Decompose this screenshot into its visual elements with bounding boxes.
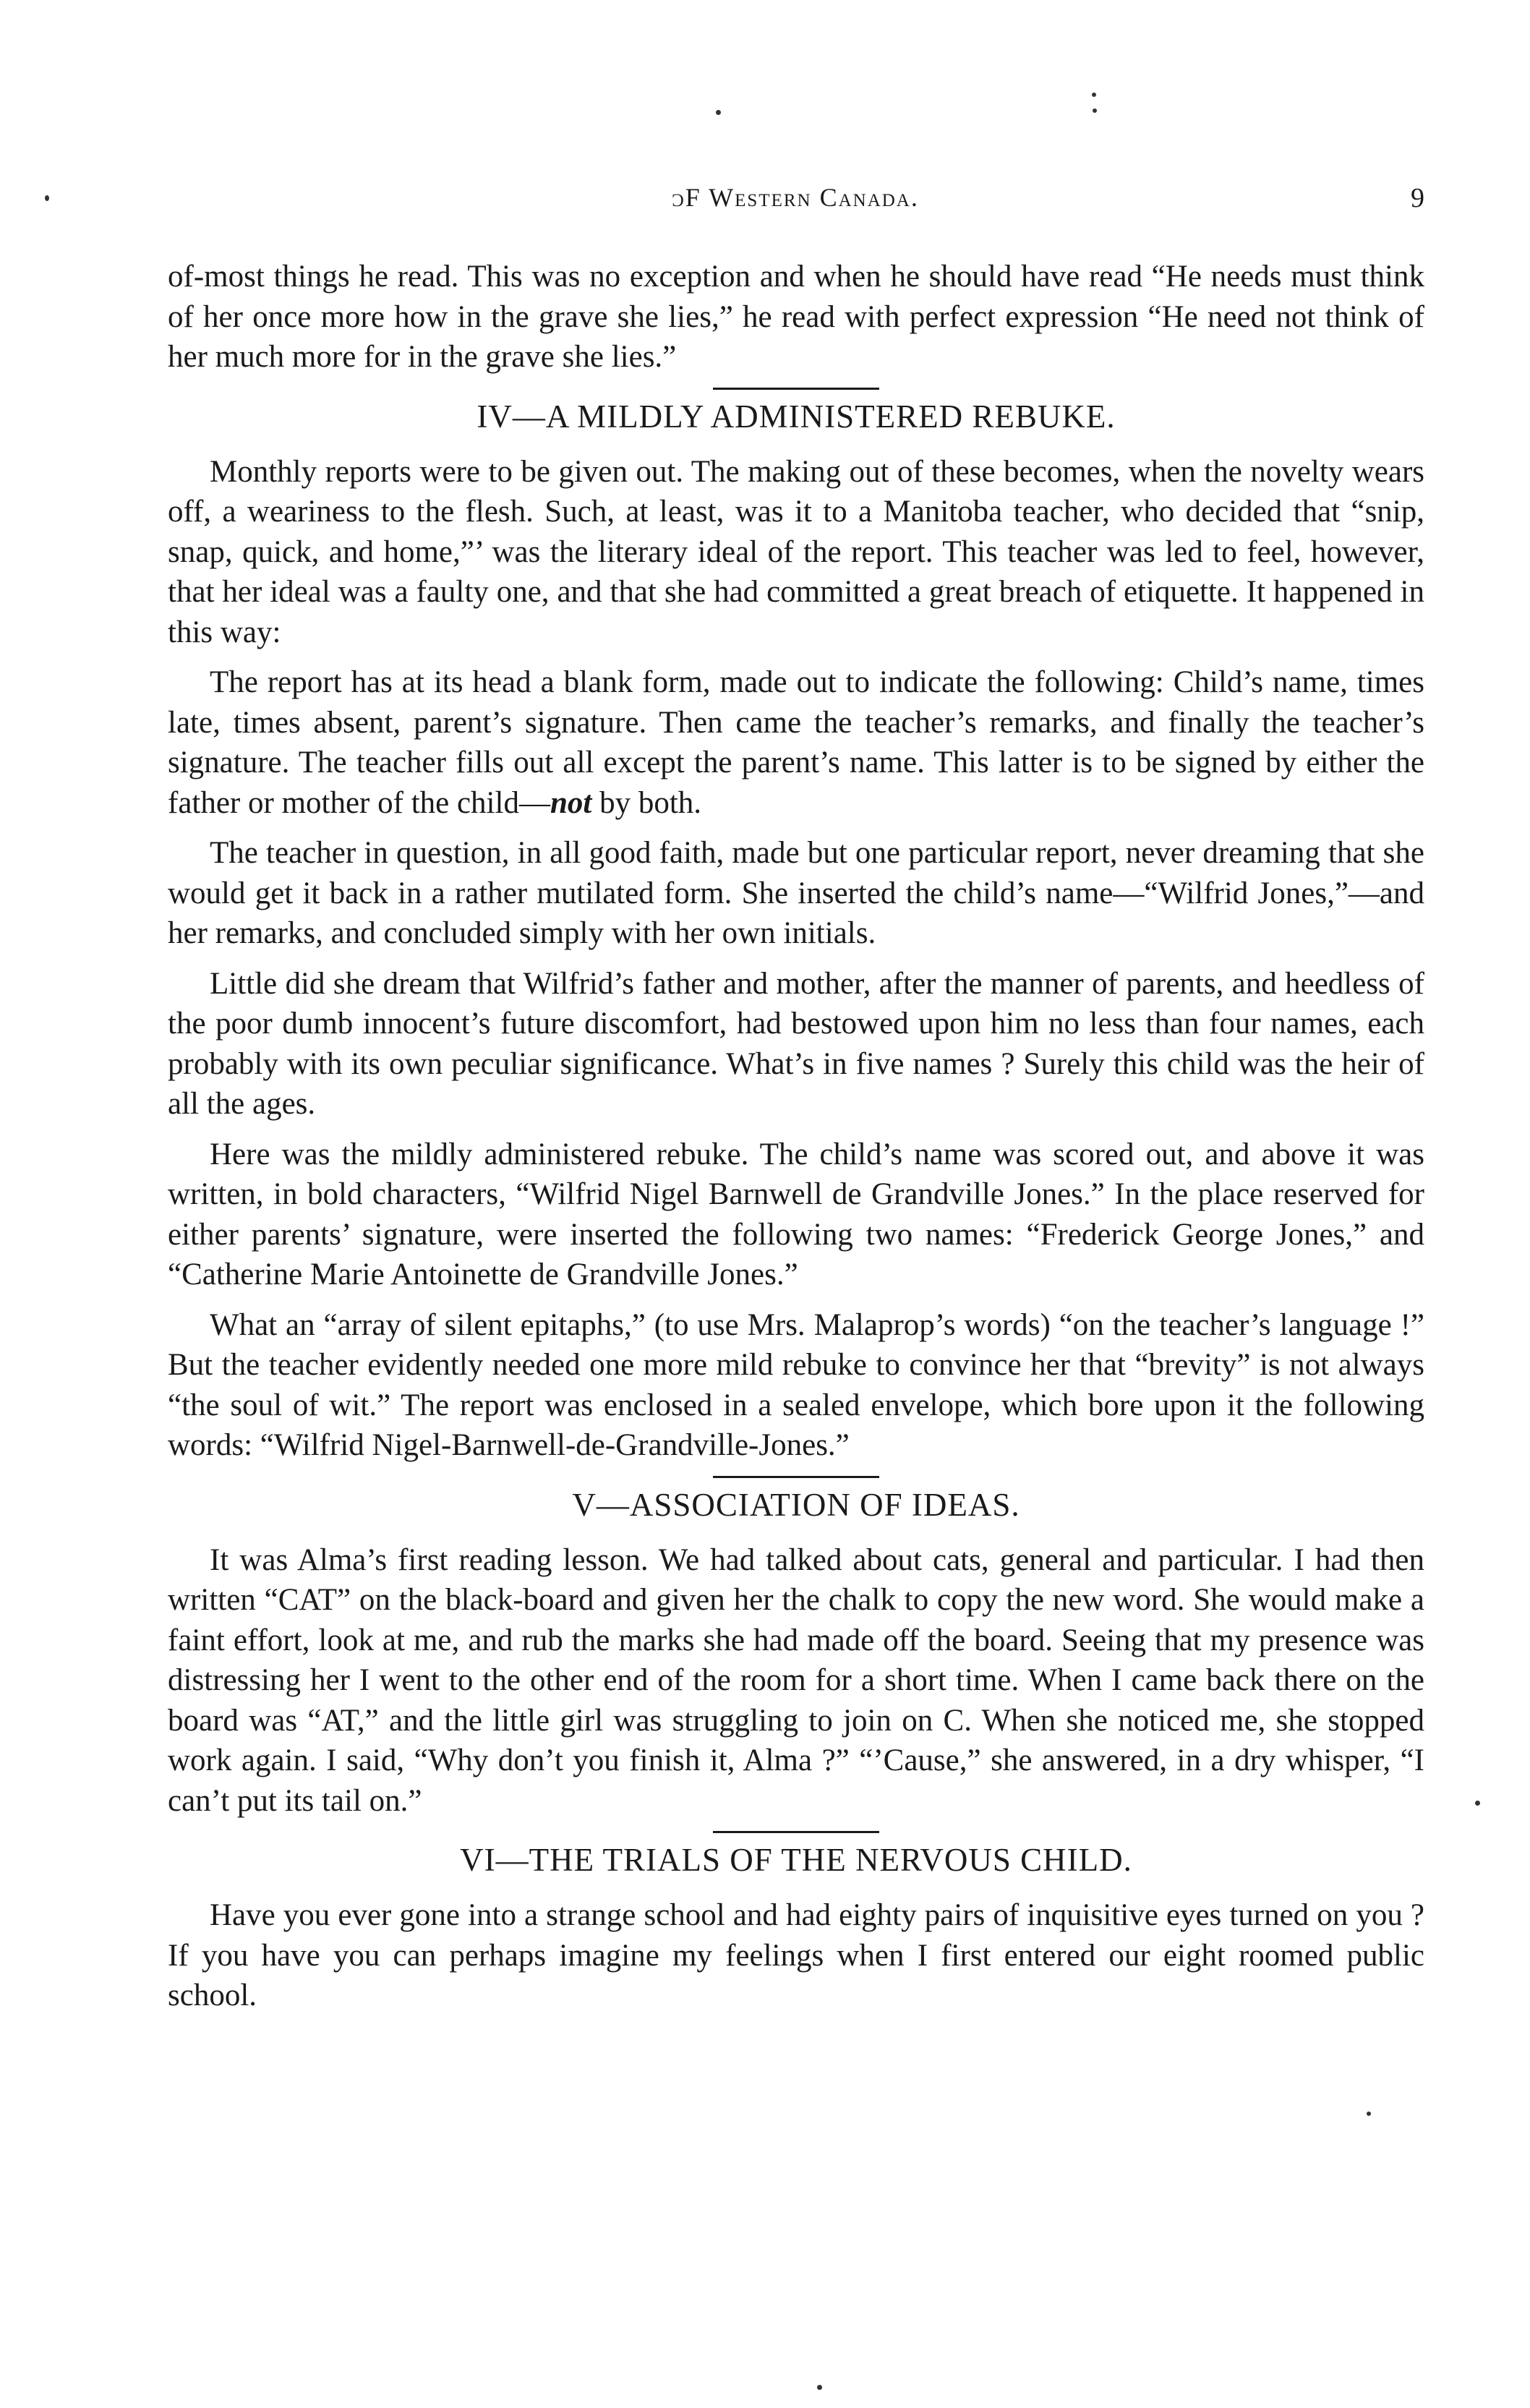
scan-speck [716,110,721,115]
scan-speck [1092,93,1096,97]
scan-speck [1093,108,1097,113]
body-text [168,257,1424,2026]
italic-word: not [550,785,592,820]
running-title: ɔF Western Canada. [672,183,919,212]
scan-speck [1367,2112,1371,2116]
section-iv-paragraph-5: Here was the mildly administered rebuke. The child’s name was scored out, and above it was written, in bold characters, “Wilfrid Nigel Barnwell de Grandville Jones.” In the place reserved for either parents’ signature, were inserted the following two names: “Frederick George Jones,” and “Catherine Marie Antoinette de Grandville Jones.” [168,1137,1424,1291]
section-heading-v: V—ASSOCIATION OF IDEAS. [572,1486,1020,1523]
scan-speck [45,195,49,201]
section-iv-paragraph-2 [168,662,1424,823]
scan-speck [817,2385,822,2390]
page-number: 9 [1411,183,1424,213]
section-v-paragraph-1: It was Alma’s first reading lesson. We had talked about cats, general and particular. I had then written “CAT” on the black-board and given her the chalk to copy the new word. She would make a faint effort, look at me, and rub the marks she had made off the board. Seeing that my presence was distressing her I went to the other end of the room for a short time. When I came back there on the board was “AT,” and the little girl was struggling to join on C. When she noticed me, she stopped work again. I said, “Why don’t you finish it, Alma ?” “’Cause,” she answered, in a dry whisper, “I can’t put its tail on.” [168,1542,1424,1818]
section-iv-paragraph-4: Little did she dream that Wilfrid’s father and mother, after the manner of parents, and heedless of the poor dumb innocent’s future discomfort, had bestowed upon him no less than four names, each probably with its own peculiar significance. What’s in five names ? Surely this child was the heir of all the ages. [168,966,1424,1121]
scan-speck [1475,1801,1480,1806]
paragraph-text: by both. [591,785,702,820]
section-vi-paragraph-1: Have you ever gone into a strange school and had eighty pairs of inquisitive eyes turned on you ? If you have you can perhaps imagine my feelings when I first entered our eight roomed public school. [168,1898,1424,2012]
paragraph-text: The report has at its head a blank form, made out to indicate the following: Child’s name, times late, times absent, parent’s signature. Then came the teacher’s remarks, and finally the teacher’s signature. The teacher fills out all except the parent’s name. This latter is to be signed by either the father or mother of the child— [168,665,1424,820]
section-heading-iv: IV—A MILDLY ADMINISTERED REBUKE. [476,398,1116,435]
section-rule [713,1476,879,1478]
section-iv-paragraph-6: What an “array of silent epitaphs,” (to use Mrs. Malaprop’s words) “on the teacher’s language !” But the teacher evidently needed one more mild rebuke to convince her that “brevity” is not always “the soul of wit.” The report was enclosed in a sealed envelope, which bore upon it the following words: “Wilfrid Nigel-Barnwell-de-Grandville-Jones.” [168,1307,1424,1462]
section-iv-paragraph-3: The teacher in question, in all good faith, made but one particular report, never dreaming that she would get it back in a rather mutilated form. She inserted the child’s name—“Wilfrid Jones,”—and her remarks, and concluded simply with her own initials. [168,836,1424,950]
section-heading-vi: VI—THE TRIALS OF THE NERVOUS CHILD. [460,1842,1132,1878]
running-head [166,182,1424,226]
section-rule [713,1831,879,1833]
intro-paragraph: of-most things he read. This was no exception and when he should have read “He needs must think of her once more how in the grave she lies,” he read with perfect expression “He need not think of her much more for in the grave she lies.” [168,260,1424,374]
section-iv-paragraph-1: Monthly reports were to be given out. The making out of these becomes, when the novelty wears off, a weariness to the flesh. Such, at least, was it to a Manitoba teacher, who decided that “snip, snap, quick, and home,”’ was the literary ideal of the report. This teacher was led to feel, however, that her ideal was a faulty one, and that she had committed a great breach of etiquette. It happened in this way: [168,454,1424,649]
section-rule [713,388,879,390]
